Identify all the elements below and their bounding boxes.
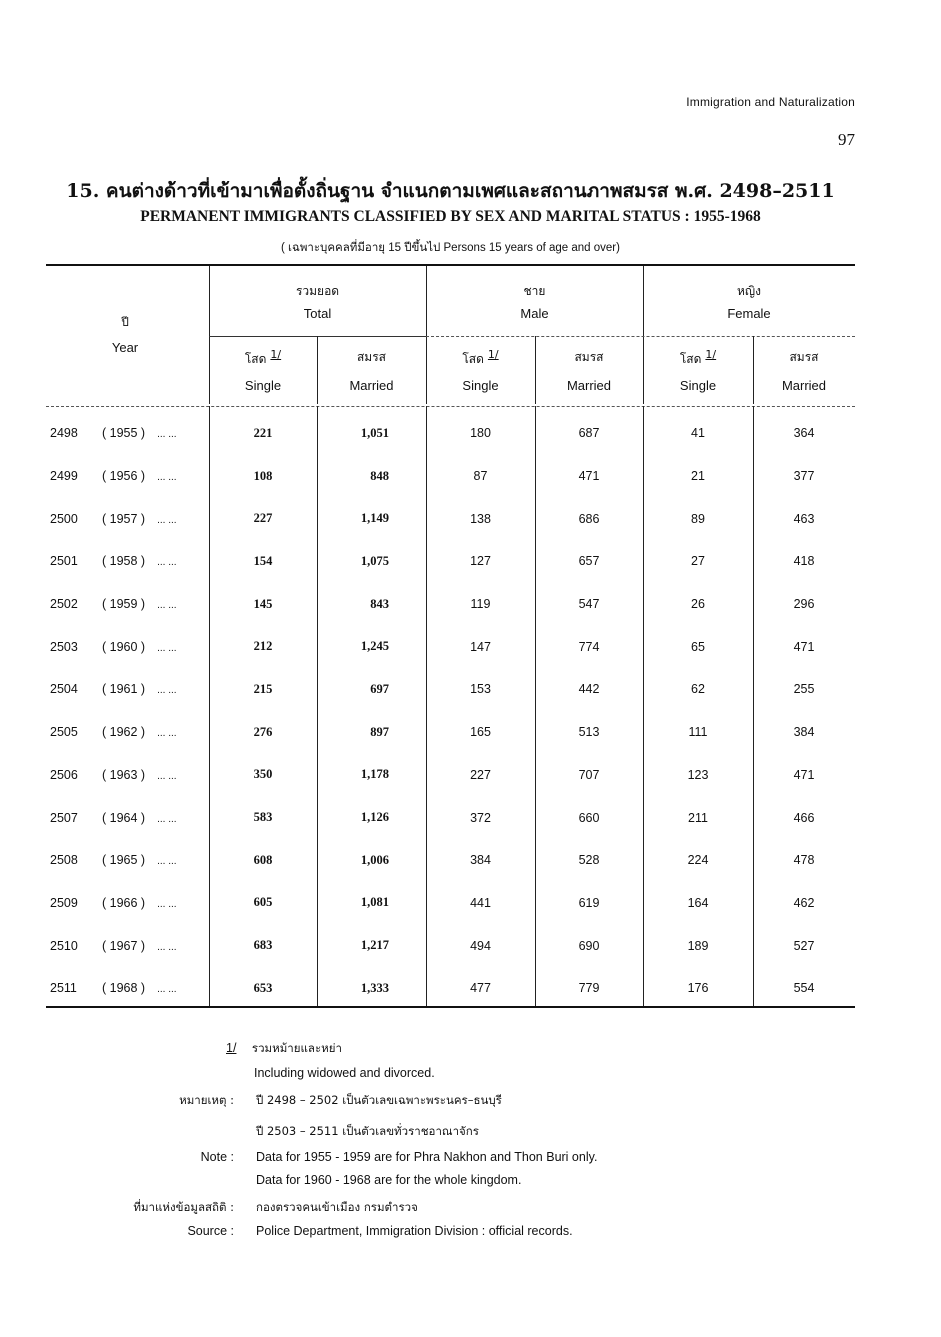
- total-single-cell: 608: [253, 852, 273, 867]
- remark-thai-1: ปี 2498 – 2502 เป็นตัวเลขเฉพาะพระนคร–ธนบุรี: [256, 1093, 502, 1107]
- year-ce: [94, 625, 209, 668]
- female-single-cell: 176: [687, 981, 709, 996]
- female-single-cell: 189: [687, 938, 709, 953]
- year-ce-text: ( 1960 ): [102, 639, 146, 654]
- male-single-cell: 153: [470, 682, 491, 697]
- female-single-cell: 21: [691, 469, 705, 484]
- year-ce-text: ( 1959 ): [102, 597, 146, 612]
- note-english-2: Data for 1960 - 1968 are for the whole kingdom.: [256, 1173, 522, 1187]
- table-row: [46, 668, 855, 711]
- year-be: 2506: [50, 767, 78, 782]
- year-ce-text: ( 1962 ): [102, 725, 146, 740]
- year-be: 2501: [50, 554, 78, 569]
- female-married-cell: 471: [793, 639, 815, 654]
- footnote-english: Including widowed and divorced.: [254, 1066, 435, 1080]
- year-ce-text: ( 1967 ): [102, 938, 146, 953]
- year-be: 2510: [50, 938, 78, 953]
- leader-dots: ... ...: [157, 514, 177, 526]
- leader-dots: ... ...: [157, 856, 177, 868]
- footnote-mark: 1/: [487, 348, 499, 361]
- year-be: 2498: [50, 426, 78, 441]
- table-title-english: PERMANENT IMMIGRANTS CLASSIFIED BY SEX AND MARITAL STATUS : 1955-1968: [140, 208, 761, 225]
- source-label-thai: ที่มาแห่งข้อมูลสถิติ :: [133, 1200, 234, 1214]
- year-ce: [94, 540, 209, 583]
- leader-dots: ... ...: [157, 557, 177, 569]
- male-married-cell: 774: [578, 639, 600, 654]
- male-married-cell: 690: [578, 938, 600, 953]
- year-ce-text: ( 1958 ): [102, 554, 146, 569]
- leader-dots: ... ...: [157, 898, 177, 910]
- table-row: [46, 540, 855, 583]
- female-married-cell: 384: [793, 725, 815, 740]
- immigrants-table: [46, 412, 855, 1010]
- year-ce: [94, 412, 209, 455]
- remark-thai-2: ปี 2503 – 2511 เป็นตัวเลขทั่วราชอาณาจักร: [256, 1124, 479, 1138]
- female-married-cell: 364: [793, 426, 815, 441]
- total-married-cell: 697: [370, 681, 389, 696]
- footnote-mark: 1/: [270, 348, 282, 361]
- total-single-cell: 215: [253, 681, 273, 696]
- header-female-single-thai: โสด 1/: [679, 348, 717, 366]
- leader-dots: ... ...: [157, 429, 177, 441]
- year-be: 2505: [50, 725, 78, 740]
- footnote-row: [226, 1040, 342, 1058]
- table-row: [46, 711, 855, 754]
- footnote-mark: 1/: [705, 348, 717, 361]
- male-married-cell: 471: [578, 469, 600, 484]
- year-ce-text: ( 1957 ): [102, 511, 146, 526]
- leader-dots: ... ...: [157, 941, 177, 953]
- page-number: 97: [838, 130, 855, 149]
- header-year-english: Year: [111, 340, 139, 355]
- divider-female-sub: [753, 336, 754, 404]
- male-married-cell: 547: [578, 597, 600, 612]
- total-single-cell: 108: [253, 468, 273, 483]
- source-thai: กองตรวจคนเข้าเมือง กรมตำรวจ: [256, 1200, 418, 1214]
- year-ce: [94, 924, 209, 967]
- header-female-married-english: Married: [781, 378, 827, 393]
- table-subtitle: ( เฉพาะบุคคลที่มีอายุ 15 ปีขึ้นไป Persons 15 years of age and over): [281, 242, 620, 254]
- female-single-cell: 164: [687, 895, 709, 910]
- male-single-cell: 384: [470, 853, 491, 868]
- header-male-single-english: Single: [462, 378, 499, 393]
- male-married-cell: 619: [578, 895, 600, 910]
- total-married-cell: 1,075: [360, 553, 389, 568]
- female-married-cell: 527: [793, 938, 815, 953]
- source-label-english: Source :: [187, 1224, 234, 1238]
- year-ce-text: ( 1956 ): [102, 469, 146, 484]
- male-single-cell: 138: [470, 511, 491, 526]
- year-be: 2503: [50, 639, 78, 654]
- male-single-cell: 494: [470, 938, 491, 953]
- male-single-cell: 372: [470, 810, 491, 825]
- total-single-cell: 154: [253, 553, 273, 568]
- male-single-cell: 441: [470, 895, 491, 910]
- year-be: 2509: [50, 895, 78, 910]
- header-male-thai: ชาย: [523, 284, 546, 298]
- leader-dots: ... ...: [157, 728, 177, 740]
- year-ce-text: ( 1961 ): [102, 682, 146, 697]
- male-married-cell: 528: [578, 853, 600, 868]
- divider-male-sub: [535, 336, 536, 404]
- male-single-cell: 180: [470, 426, 491, 441]
- year-ce: [94, 583, 209, 626]
- female-married-cell: 462: [793, 895, 815, 910]
- sex-subheader-rule: [426, 336, 855, 337]
- header-total-thai: รวมยอด: [295, 284, 340, 298]
- male-single-cell: 119: [470, 597, 491, 612]
- header-total-married-english: Married: [349, 378, 394, 393]
- table-row: [46, 839, 855, 882]
- male-married-cell: 657: [578, 554, 600, 569]
- note-label-english: Note :: [200, 1150, 234, 1164]
- year-ce: [94, 796, 209, 839]
- header-male-english: Male: [520, 306, 549, 321]
- leader-dots: ... ...: [157, 813, 177, 825]
- female-single-cell: 62: [691, 682, 705, 697]
- header-female-married-thai: สมรส: [789, 350, 819, 364]
- female-married-cell: 554: [793, 981, 815, 996]
- leader-dots: ... ...: [157, 685, 177, 697]
- header-female-single-english: Single: [679, 378, 717, 393]
- year-be: 2507: [50, 810, 78, 825]
- total-single-cell: 227: [253, 511, 273, 526]
- female-single-cell: 211: [688, 810, 708, 825]
- total-married-cell: 1,245: [360, 639, 389, 654]
- female-single-cell: 27: [691, 554, 705, 569]
- total-married-cell: 1,178: [360, 767, 389, 782]
- header-male-married-english: Married: [566, 378, 612, 393]
- female-married-cell: 377: [793, 469, 815, 484]
- total-married-cell: 848: [370, 468, 389, 483]
- male-married-cell: 687: [578, 426, 600, 441]
- header-total-single-english: Single: [244, 378, 282, 393]
- year-be: 2511: [50, 981, 77, 996]
- header-female-thai: หญิง: [737, 284, 761, 298]
- total-single-cell: 583: [253, 810, 273, 825]
- year-ce: [94, 497, 209, 540]
- total-married-cell: 1,217: [360, 938, 389, 953]
- header-male-married-thai: สมรส: [574, 350, 604, 364]
- year-ce-text: ( 1955 ): [102, 426, 146, 441]
- male-married-cell: 686: [578, 511, 600, 526]
- female-single-cell: 111: [688, 725, 708, 740]
- male-married-cell: 442: [578, 682, 600, 697]
- table-row: [46, 583, 855, 626]
- header-total-single-thai: โสด 1/: [244, 348, 282, 366]
- total-single-cell: 276: [253, 724, 273, 739]
- header-total-married-thai: สมรส: [356, 350, 386, 364]
- total-married-cell: 1,051: [360, 425, 389, 440]
- top-rule: [46, 264, 855, 266]
- table-row: [46, 497, 855, 540]
- year-be: 2500: [50, 511, 78, 526]
- leader-dots: ... ...: [157, 642, 177, 654]
- total-married-cell: 1,149: [360, 511, 389, 526]
- remark-label-thai: หมายเหตุ :: [179, 1093, 234, 1107]
- total-married-cell: 1,081: [360, 895, 389, 910]
- year-ce-text: ( 1963 ): [102, 767, 146, 782]
- male-married-cell: 707: [578, 767, 600, 782]
- female-married-cell: 255: [793, 682, 815, 697]
- table-row: [46, 967, 855, 1010]
- leader-dots: ... ...: [157, 770, 177, 782]
- year-ce: [94, 711, 209, 754]
- table-row: [46, 625, 855, 668]
- male-single-cell: 227: [470, 767, 491, 782]
- female-married-cell: 478: [793, 853, 815, 868]
- male-single-cell: 87: [473, 469, 488, 484]
- table-row: [46, 455, 855, 498]
- year-ce: [94, 668, 209, 711]
- year-ce: [94, 839, 209, 882]
- female-married-cell: 418: [793, 554, 815, 569]
- year-ce: [94, 882, 209, 925]
- leader-dots: ... ...: [157, 472, 177, 484]
- male-married-cell: 660: [578, 810, 600, 825]
- female-married-cell: 466: [793, 810, 815, 825]
- male-single-cell: 147: [470, 639, 491, 654]
- total-single-cell: 605: [253, 895, 273, 910]
- leader-dots: ... ...: [157, 600, 177, 612]
- female-married-cell: 471: [793, 767, 815, 782]
- male-single-cell: 477: [470, 981, 491, 996]
- table-row: [46, 924, 855, 967]
- table-row: [46, 412, 855, 455]
- running-head: Immigration and Naturalization: [686, 95, 855, 109]
- female-married-cell: 463: [793, 511, 815, 526]
- female-single-cell: 123: [687, 767, 709, 782]
- divider-total-sub: [317, 336, 318, 404]
- male-single-cell: 165: [470, 725, 491, 740]
- male-married-cell: 779: [578, 981, 600, 996]
- total-married-cell: 1,126: [360, 810, 389, 825]
- female-married-cell: 296: [793, 597, 815, 612]
- total-single-cell: 683: [253, 938, 273, 953]
- year-ce-text: ( 1968 ): [102, 981, 146, 996]
- female-single-cell: 65: [691, 639, 705, 654]
- footnote-thai: รวมหม้ายและหย่า: [251, 1041, 342, 1055]
- total-single-cell: 221: [253, 425, 273, 440]
- total-married-cell: 897: [370, 724, 389, 739]
- year-ce-text: ( 1964 ): [102, 810, 146, 825]
- male-married-cell: 513: [578, 725, 600, 740]
- total-married-cell: 1,006: [360, 852, 389, 867]
- table-title-thai: 15. คนต่างด้าวที่เข้ามาเพื่อตั้งถิ่นฐาน จำแนกตามเพศและสถานภาพสมรส พ.ศ. 2498–2511: [66, 180, 835, 202]
- female-single-cell: 224: [687, 853, 709, 868]
- year-be: 2504: [50, 682, 78, 697]
- header-total-english: Total: [303, 306, 332, 321]
- header-bottom-rule: [46, 406, 855, 407]
- female-single-cell: 41: [691, 426, 705, 441]
- year-be: 2499: [50, 469, 78, 484]
- total-married-cell: 843: [370, 596, 389, 611]
- total-single-cell: 653: [253, 980, 273, 995]
- total-married-cell: 1,333: [360, 980, 389, 995]
- total-single-cell: 212: [253, 639, 273, 654]
- year-ce: [94, 455, 209, 498]
- total-single-cell: 350: [253, 767, 273, 782]
- header-female-english: Female: [727, 306, 771, 321]
- table-row: [46, 754, 855, 797]
- year-ce: [94, 967, 209, 1010]
- header-male-single-thai: โสด 1/: [462, 348, 499, 366]
- male-single-cell: 127: [470, 554, 491, 569]
- footnote-mark: 1/: [226, 1041, 237, 1055]
- year-ce-text: ( 1966 ): [102, 895, 146, 910]
- year-be: 2502: [50, 597, 78, 612]
- female-single-cell: 89: [691, 511, 705, 526]
- year-ce: [94, 754, 209, 797]
- total-single-cell: 145: [253, 596, 273, 611]
- note-english-1: Data for 1955 - 1959 are for Phra Nakhon and Thon Buri only.: [256, 1150, 598, 1164]
- table-row: [46, 882, 855, 925]
- female-single-cell: 26: [691, 597, 705, 612]
- header-year-thai: ปี: [121, 315, 129, 329]
- leader-dots: ... ...: [157, 984, 177, 996]
- year-ce-text: ( 1965 ): [102, 853, 146, 868]
- year-be: 2508: [50, 853, 78, 868]
- source-english: Police Department, Immigration Division : official records.: [256, 1224, 573, 1238]
- table-row: [46, 796, 855, 839]
